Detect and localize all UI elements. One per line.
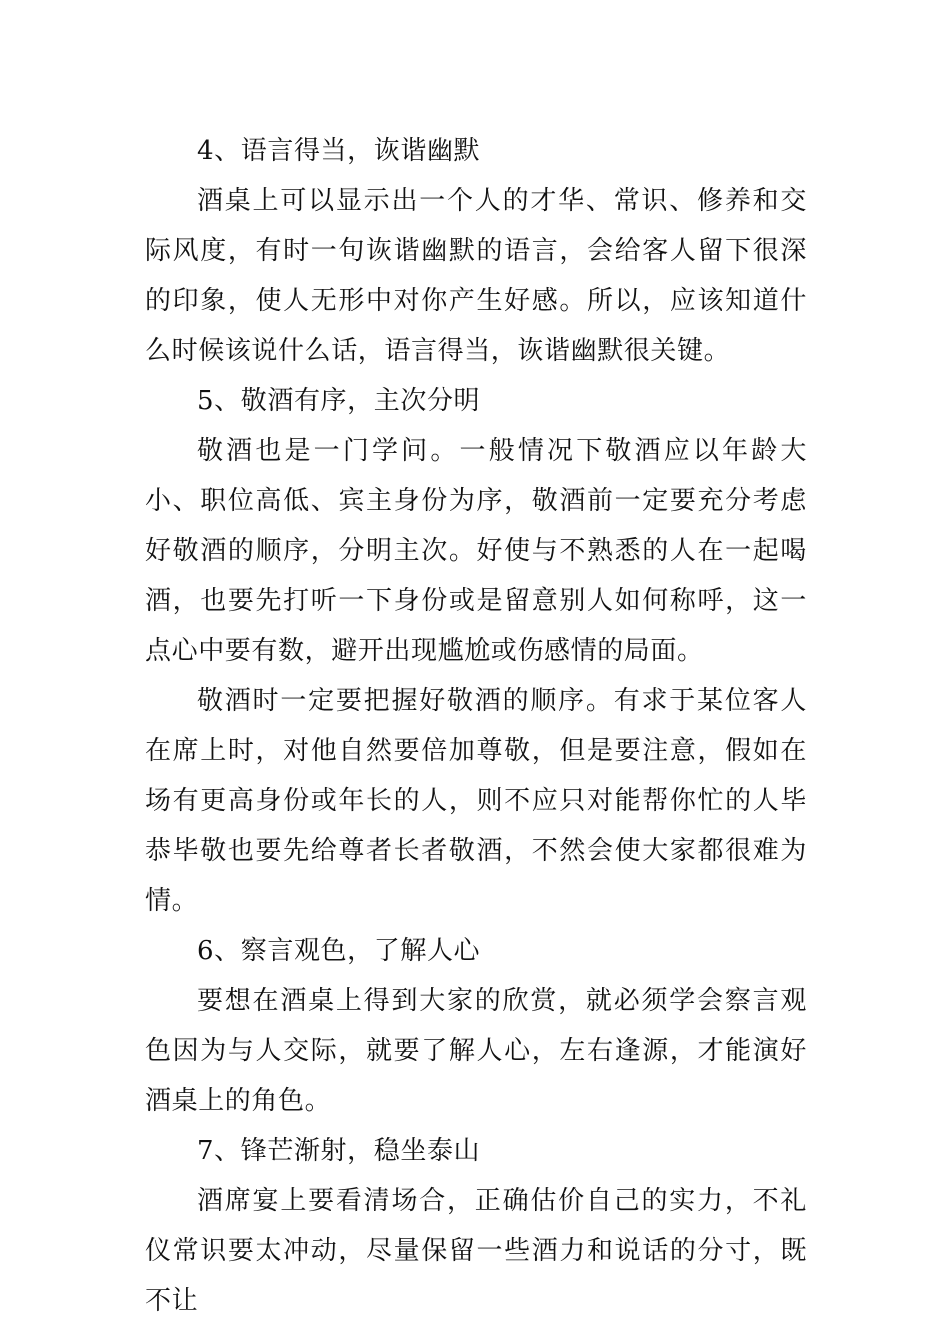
section-heading-6: 6、察言观色，了解人心 [197,936,481,966]
section-7-paragraph-1: 酒席宴上要看清场合，正确估价自己的实力，不礼仪常识要太冲动，尽量保留一些酒力和说话的分寸，既不让 [145,1186,807,1316]
section-heading-5: 5、敬酒有序，主次分明 [197,386,481,416]
section-5-paragraph-2: 敬酒时一定要把握好敬酒的顺序。有求于某位客人在席上时，对他自然要倍加尊敬，但是要注意，假如在场有更高身份或年长的人，则不应只对能帮你忙的人毕恭毕敬也要先给尊者长者敬酒，不然会使大家都很难为情。 [145,686,807,916]
section-5-paragraph-1: 敬酒也是一门学问。一般情况下敬酒应以年龄大小、职位高低、宾主身份为序，敬酒前一定要充分考虑好敬酒的顺序，分明主次。好使与不熟悉的人在一起喝酒，也要先打听一下身份或是留意别人如何称呼，这一点心中要有数，避开出现尴尬或伤感情的局面。 [145,436,807,666]
section-4-paragraph-1: 酒桌上可以显示出一个人的才华、常识、修养和交际风度，有时一句诙谐幽默的语言，会给客人留下很深的印象，使人无形中对你产生好感。所以，应该知道什么时候该说什么话，语言得当，诙谐幽默很关键。 [145,186,807,366]
section-heading-7: 7、锋芒渐射，稳坐泰山 [197,1136,481,1166]
section-heading-4: 4、语言得当，诙谐幽默 [197,136,481,166]
document-body [145,126,807,1326]
section-6-paragraph-1: 要想在酒桌上得到大家的欣赏，就必须学会察言观色因为与人交际，就要了解人心，左右逢源，才能演好酒桌上的角色。 [145,986,807,1116]
